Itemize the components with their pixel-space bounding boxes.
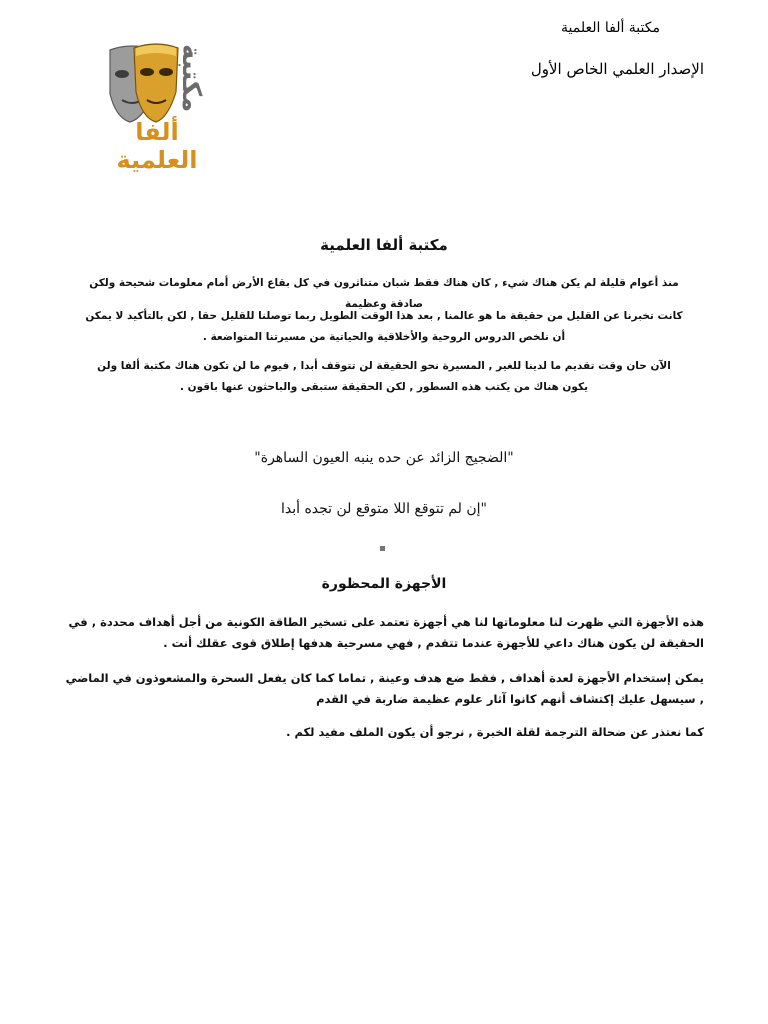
header-library-name: مكتبة ألفا العلمية (561, 20, 660, 36)
document-title: مكتبة ألفا العلمية (320, 236, 448, 254)
logo-vertical-text: مكتبة (176, 44, 206, 113)
section-paragraph-2: يمكن إستخدام الأجهزة لعدة أهداف , فقط ضع هدف وعينة , تماما كما كان يفعل السحرة والمشعوذون في الماضي , سيسهل عليك إكتشاف أنهم كانوا آثار علوم عظيمة ضاربة في القدم (65, 671, 704, 706)
separator-bullet (380, 546, 385, 551)
logo-bottom-text: ألفا العلمية (116, 118, 198, 174)
section-title: الأجهزة المحظورة (321, 576, 447, 592)
intro-paragraph-1: منذ أعوام قليلة لم يكن هناك شيء , كان هناك فقط شبان متناثرون في كل بقاع الأرض أمام معلومات شحيحة ولكن صادقة وعظيمة (89, 277, 679, 310)
quote-1: "الضجيج الزائد عن حده ينبه العيون الساهرة" (254, 450, 514, 466)
quote-2: "إن لم تتوقع اللا متوقع لن تجده أبدا (280, 501, 487, 517)
intro-paragraph-2: كانت تخبرنا عن القليل من حقيقة ما هو عالمنا , بعد هذا الوقت الطويل ربما توصلنا للقليل حقا , لكن بالتأكيد لا يمكن أن نلخص الدروس الروحية والأخلاقية والحياتية من مسيرتنا المتواضعة . (85, 310, 683, 343)
intro-paragraph-3: الآن حان وقت تقديم ما لدينا للغير , المسيرة نحو الحقيقة لن تتوقف أبدا , فيوم ما لن تكون هناك مكتبة ألفا ولن يكون هناك من يكتب هذه السطور , لكن الحقيقة ستبقى والباحثون عنها باقون . (97, 360, 671, 393)
header-edition: الإصدار العلمي الخاص الأول (530, 60, 704, 78)
section-paragraph-1: هذه الأجهزة التي ظهرت لنا معلوماتها لنا هي أجهزة تعتمد على تسخير الطاقة الكونية من أجل أهداف محددة , في الحقيقة لن يكون هناك داعي للأجهزة عندما تتقدم , فهي مسرحية هدفها إطلاق قوى عقلك أنت . (68, 615, 704, 650)
section-paragraph-3: كما نعتذر عن ضحالة الترجمة لقلة الخبرة , نرجو أن يكون الملف مفيد لكم . (286, 725, 704, 739)
